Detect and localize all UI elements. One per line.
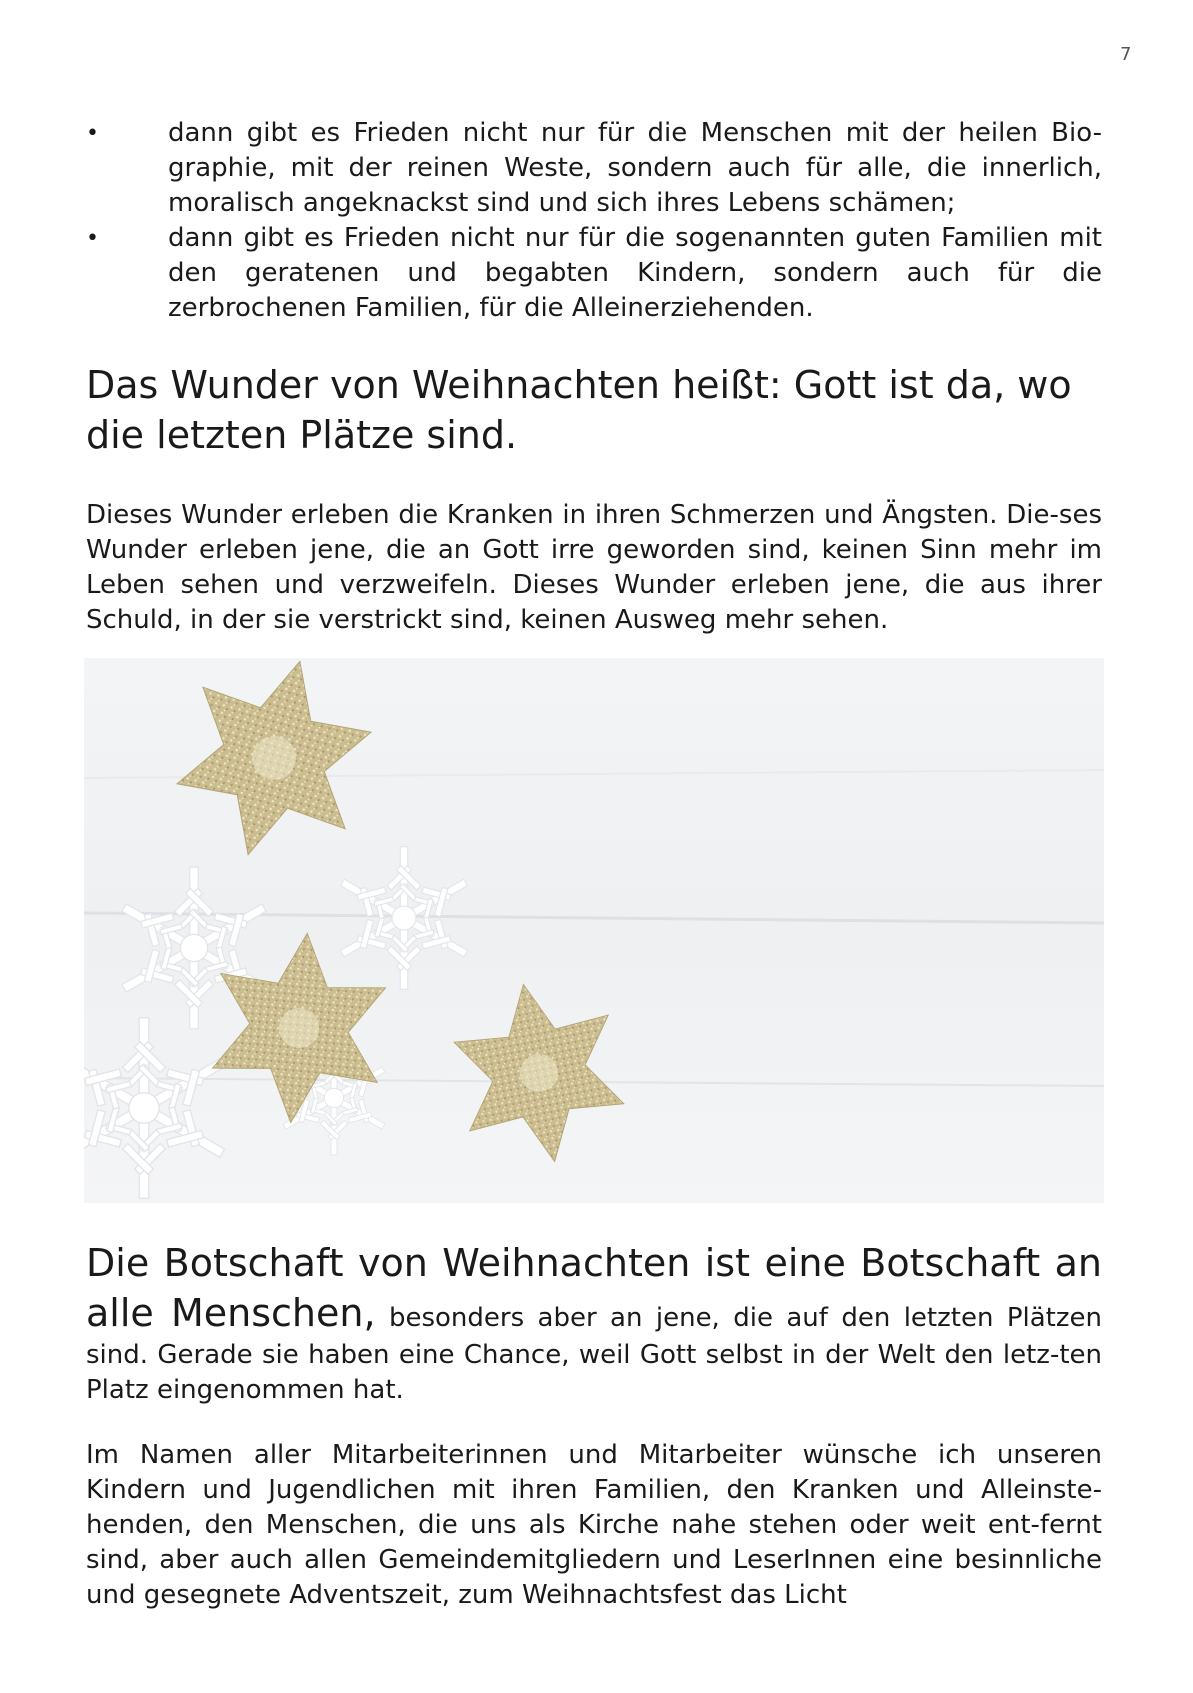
snowflakes-photo xyxy=(84,658,1104,1203)
list-item xyxy=(86,221,1102,326)
section-heading: Das Wunder von Weihnachten heißt: Gott ist da, wo die letzten Plätze sind. xyxy=(86,363,1072,457)
message-rest: besonders aber an jene, die auf den letzten Plätzen sind. Gerade sie haben eine Chance, weil Gott selbst in der Welt den letz-ten Platz eingenommen hat. xyxy=(86,1303,1102,1405)
bullet-icon: • xyxy=(86,121,99,146)
message-lead: Die Botschaft von Weihnachten ist eine Botschaft an alle Menschen, xyxy=(86,1241,1102,1335)
list-item-text: dann gibt es Frieden nicht nur für die Menschen mit der heilen Bio-graphie, mit der reinen Weste, sondern auch für alle, die innerlich, moralisch angeknackst sind und sich ihres Lebens schämen; xyxy=(168,118,1102,218)
bullet-icon: • xyxy=(86,226,99,251)
snowflakes-icon xyxy=(84,658,1104,1203)
bullet-list xyxy=(86,116,1102,326)
paragraph-miracle: Dieses Wunder erleben die Kranken in ihren Schmerzen und Ängsten. Die-ses Wunder erleben jene, die an Gott irre geworden sind, keinen Sinn mehr im Leben sehen und verzweifeln. Dieses Wunder erleben jene, die aus ihrer Schuld, in der sie verstrickt sind, keinen Ausweg mehr sehen. xyxy=(86,500,1102,635)
list-item-text: dann gibt es Frieden nicht nur für die sogenannten guten Familien mit den geratenen und begabten Kindern, sondern auch für die zerbrochenen Familien, für die Alleinerziehenden. xyxy=(168,223,1102,323)
page-number: 7 xyxy=(1120,44,1132,65)
paragraph-greeting: Im Namen aller Mitarbeiterinnen und Mitarbeiter wünsche ich unseren Kindern und Jugendlichen mit ihren Familien, den Kranken und Alleinste-henden, den Menschen, die uns als Kirche nahe stehen oder weit ent-fernt sind, aber auch allen Gemeindemitgliedern und LeserInnen eine besinnliche und gesegnete Adventszeit, zum Weihnachtsfest das Licht xyxy=(86,1440,1102,1610)
paragraph-message xyxy=(86,1238,1102,1408)
list-item xyxy=(86,116,1102,221)
